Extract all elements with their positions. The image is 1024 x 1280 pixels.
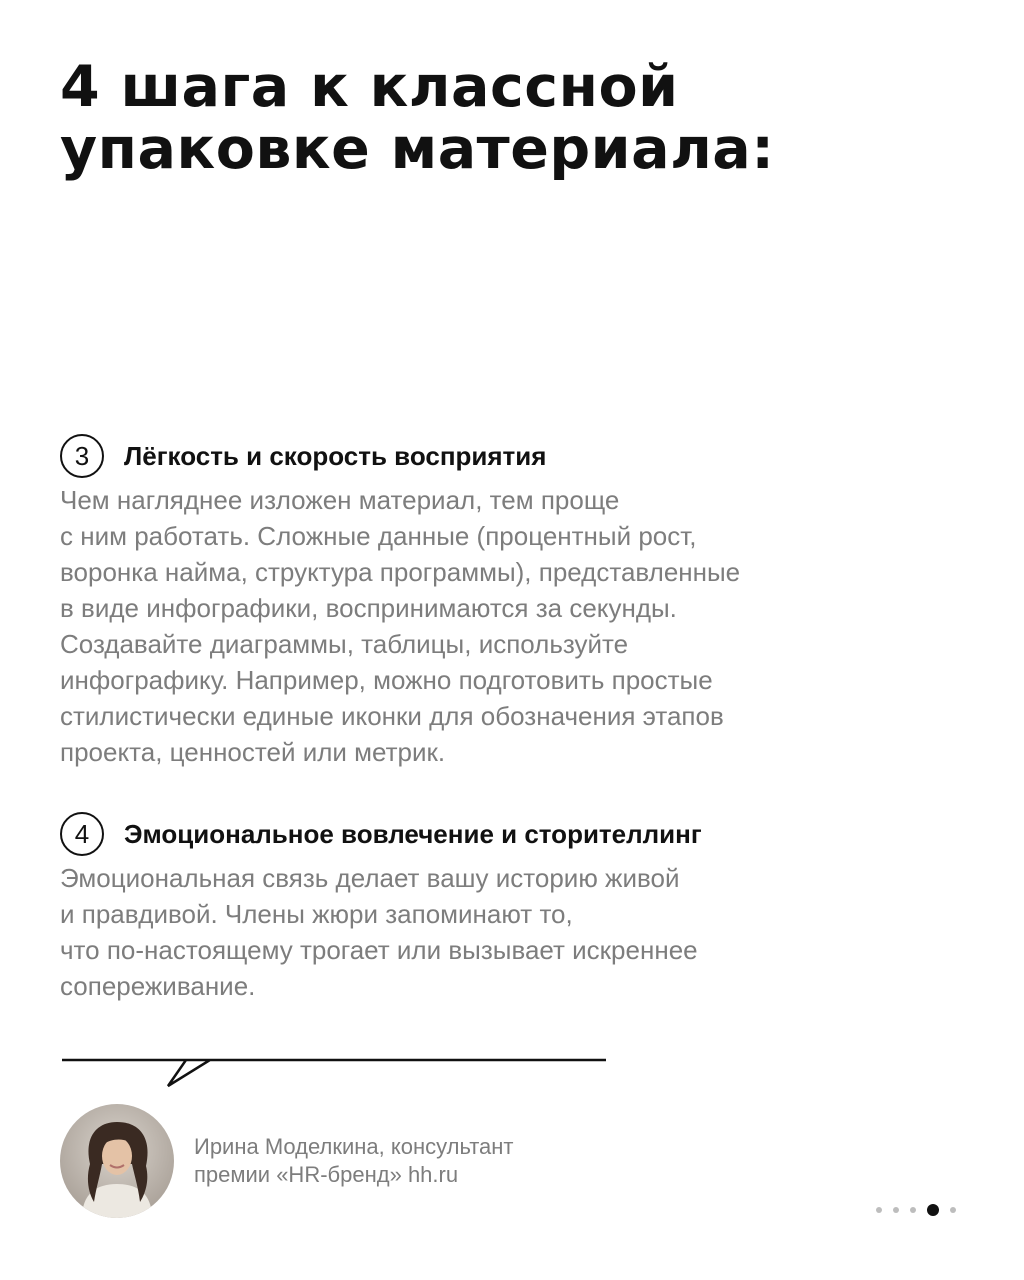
pagination-dot-4-active[interactable] <box>927 1204 939 1216</box>
step-4-header <box>60 810 880 858</box>
text-line: что по-настоящему трогает или вызывает искреннее <box>60 935 698 965</box>
step-3-section <box>60 432 880 770</box>
title-line-2: упаковке материала: <box>60 116 775 182</box>
author-block <box>60 1104 514 1218</box>
author-caption <box>194 1133 514 1189</box>
pagination-dot-3[interactable] <box>910 1207 916 1213</box>
text-line: стилистически единые иконки для обозначения этапов <box>60 701 724 731</box>
step-number-badge: 3 <box>60 434 104 478</box>
pagination-dot-5[interactable] <box>950 1207 956 1213</box>
step-number-badge: 4 <box>60 812 104 856</box>
title-line-1: 4 шага к классной <box>60 54 679 120</box>
text-line: Эмоциональная связь делает вашу историю живой <box>60 863 680 893</box>
text-line: и правдивой. Члены жюри запоминают то, <box>60 899 573 929</box>
pagination-dot-2[interactable] <box>893 1207 899 1213</box>
pagination-dot-1[interactable] <box>876 1207 882 1213</box>
speech-bubble-icon <box>62 1054 608 1090</box>
step-4-title: Эмоциональное вовлечение и сторителлинг <box>124 818 702 849</box>
portrait-photo-icon <box>60 1104 174 1218</box>
step-4-section <box>60 810 880 1004</box>
text-line: инфографику. Например, можно подготовить простые <box>60 665 713 695</box>
text-line: проекта, ценностей или метрик. <box>60 737 446 767</box>
text-line: в виде инфографики, воспринимаются за секунды. <box>60 593 677 623</box>
step-4-text <box>60 860 880 1004</box>
step-3-title: Лёгкость и скорость восприятия <box>124 440 547 471</box>
text-line: Создавайте диаграммы, таблицы, используйте <box>60 629 629 659</box>
step-3-header <box>60 432 880 480</box>
pagination-dots <box>876 1204 956 1216</box>
author-affiliation: премии «HR-бренд» hh.ru <box>194 1162 459 1187</box>
text-line: Чем нагляднее изложен материал, тем проще <box>60 485 620 515</box>
text-line: сопереживание. <box>60 971 256 1001</box>
step-3-text <box>60 482 880 770</box>
author-name: Ирина Моделкина, консультант <box>194 1134 514 1159</box>
text-line: воронка найма, структура программы), представленные <box>60 557 741 587</box>
page-title <box>60 56 960 180</box>
avatar <box>60 1104 174 1218</box>
text-line: с ним работать. Сложные данные (процентный рост, <box>60 521 697 551</box>
